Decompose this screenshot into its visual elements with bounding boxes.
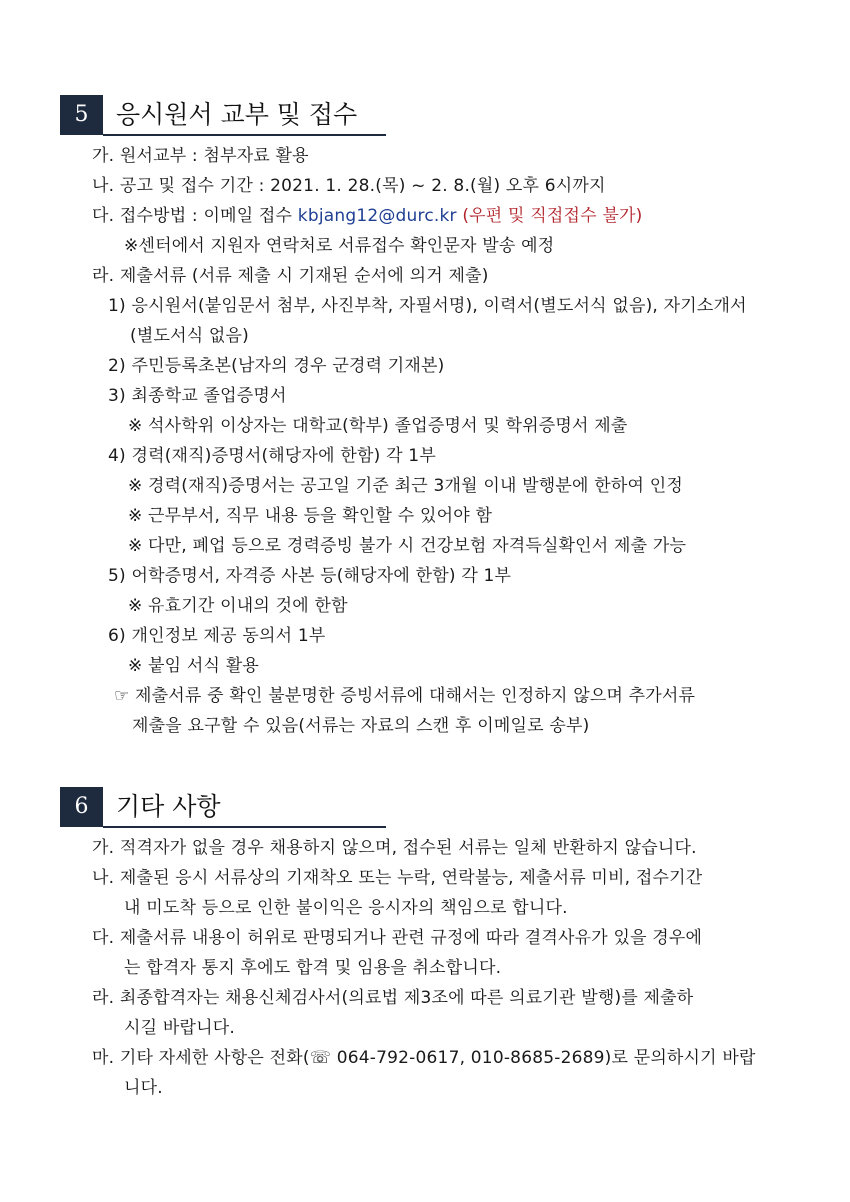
section-5-header xyxy=(60,95,390,135)
doc-item-6-note: ※ 붙임 서식 활용 xyxy=(128,656,259,676)
s6-item-ra-cont: 시길 바랍니다. xyxy=(124,1018,235,1038)
s6-item-ra: 라. 최종합격자는 채용신체검사서(의료법 제3조에 따른 의료기관 발행)를 제출하 xyxy=(92,988,694,1008)
section-5-underline xyxy=(103,134,386,136)
s6-item-na: 나. 제출된 응시 서류상의 기재착오 또는 누락, 연락불능, 제출서류 미비, 접수기간 xyxy=(92,868,703,888)
doc-item-4-note-3: ※ 다만, 폐업 등으로 경력증빙 불가 시 건강보험 자격득실확인서 제출 가능 xyxy=(128,536,687,556)
doc-item-4: 4) 경력(재직)증명서(해당자에 한함) 각 1부 xyxy=(108,446,436,466)
s6-item-na-cont: 내 미도착 등으로 인한 불이익은 응시자의 책임으로 합니다. xyxy=(124,898,568,918)
s6-item-ma-cont: 니다. xyxy=(124,1078,163,1098)
doc-item-3-note: ※ 석사학위 이상자는 대학교(학부) 졸업증명서 및 학위증명서 제출 xyxy=(128,416,628,436)
s5-item-ga: 가. 원서교부 : 첨부자료 활용 xyxy=(92,146,309,166)
s5-item-da-text: 다. 접수방법 : 이메일 접수 xyxy=(92,206,298,226)
doc-item-6: 6) 개인정보 제공 동의서 1부 xyxy=(108,626,326,646)
section-6-number: 6 xyxy=(60,787,103,827)
submission-restriction-note: (우편 및 직접접수 불가) xyxy=(456,206,643,226)
section-6-underline xyxy=(103,826,386,828)
s6-item-ma: 마. 기타 자세한 사항은 전화(☏ 064-792-0617, 010-8685-2689)로 문의하시기 바랍 xyxy=(92,1048,756,1068)
doc-item-2: 2) 주민등록초본(남자의 경우 군경력 기재본) xyxy=(108,356,445,376)
section-5-title: 응시원서 교부 및 접수 xyxy=(116,100,358,129)
s5-item-ra: 라. 제출서류 (서류 제출 시 기재된 순서에 의거 제출) xyxy=(92,266,489,286)
doc-item-4-note-2: ※ 근무부서, 직무 내용 등을 확인할 수 있어야 함 xyxy=(128,506,493,526)
s6-item-da: 다. 제출서류 내용이 허위로 판명되거나 관련 규정에 따라 결격사유가 있을 경우에 xyxy=(92,928,703,948)
doc-item-1-cont: (별도서식 없음) xyxy=(130,326,250,346)
email-address: kbjang12@durc.kr xyxy=(297,206,457,226)
doc-item-5-note: ※ 유효기간 이내의 것에 한함 xyxy=(128,596,348,616)
s5-item-da xyxy=(92,201,642,231)
s6-item-da-cont: 는 합격자 통지 후에도 합격 및 임용을 취소합니다. xyxy=(124,958,502,978)
doc-item-1: 1) 응시원서(붙임문서 첨부, 사진부착, 자필서명), 이력서(별도서식 없음), 자기소개서 xyxy=(108,296,747,316)
doc-item-5: 5) 어학증명서, 자격증 사본 등(해당자에 한함) 각 1부 xyxy=(108,566,512,586)
s5-item-na: 나. 공고 및 접수 기간 : 2021. 1. 28.(목) ~ 2. 8.(월) 오후 6시까지 xyxy=(92,176,606,196)
s5-note-text-confirm: ※센터에서 지원자 연락처로 서류접수 확인문자 발송 예정 xyxy=(124,236,555,256)
section-5-number: 5 xyxy=(60,95,103,135)
doc-item-3: 3) 최종학교 졸업증명서 xyxy=(108,386,287,406)
s6-item-ga: 가. 적격자가 없을 경우 채용하지 않으며, 접수된 서류는 일체 반환하지 않습니다. xyxy=(92,838,697,858)
pointer-note-cont: 제출을 요구할 수 있음(서류는 자료의 스캔 후 이메일로 송부) xyxy=(132,716,590,736)
doc-item-4-note-1: ※ 경력(재직)증명서는 공고일 기준 최근 3개월 이내 발행분에 한하여 인정 xyxy=(128,476,683,496)
section-6-title: 기타 사항 xyxy=(116,792,221,821)
pointer-note: ☞ 제출서류 중 확인 불분명한 증빙서류에 대해서는 인정하지 않으며 추가서류 xyxy=(114,686,696,706)
section-6-header xyxy=(60,787,390,827)
